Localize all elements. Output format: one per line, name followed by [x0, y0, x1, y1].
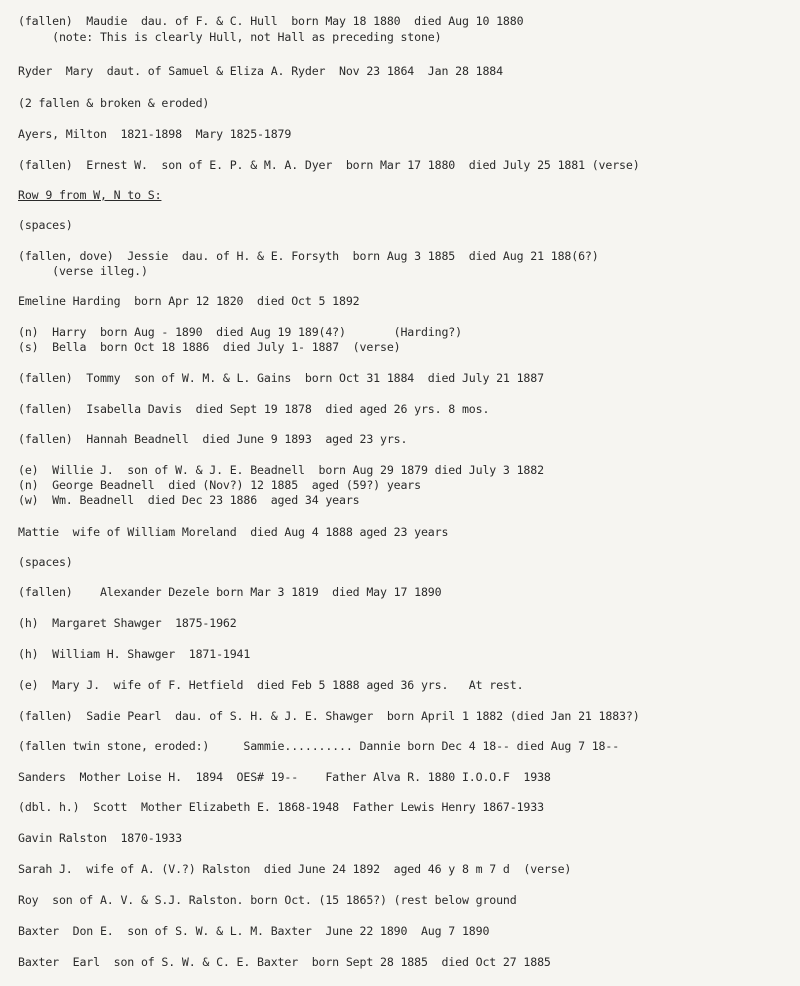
record-line: (fallen) Alexander Dezele born Mar 3 1819 died May 17 1890 — [18, 585, 442, 599]
row-heading: Row 9 from W, N to S: — [18, 188, 162, 202]
record-line: (w) Wm. Beadnell died Dec 23 1886 aged 34 years — [18, 493, 360, 507]
record-line: (e) Mary J. wife of F. Hetfield died Feb 5 1888 aged 36 yrs. At rest. — [18, 678, 524, 692]
record-line: (spaces) — [18, 218, 73, 232]
record-line: Baxter Earl son of S. W. & C. E. Baxter born Sept 28 1885 died Oct 27 1885 — [18, 955, 551, 969]
record-line: (spaces) — [18, 555, 73, 569]
record-line: (2 fallen & broken & eroded) — [18, 96, 210, 110]
record-line: (n) George Beadnell died (Nov?) 12 1885 aged (59?) years — [18, 478, 421, 492]
record-line: (fallen) Ernest W. son of E. P. & M. A. Dyer born Mar 17 1880 died July 25 1881 (verse) — [18, 158, 640, 172]
record-line: Emeline Harding born Apr 12 1820 died Oct 5 1892 — [18, 294, 360, 308]
record-line: (fallen twin stone, eroded:) Sammie.......... Dannie born Dec 4 18-- died Aug 7 18-- — [18, 739, 620, 753]
record-line: (s) Bella born Oct 18 1886 died July 1- 1887 (verse) — [18, 340, 401, 354]
record-line: (h) William H. Shawger 1871-1941 — [18, 647, 251, 661]
record-line: (fallen) Tommy son of W. M. & L. Gains born Oct 31 1884 died July 21 1887 — [18, 371, 544, 385]
record-line: Ryder Mary daut. of Samuel & Eliza A. Ryder Nov 23 1864 Jan 28 1884 — [18, 64, 503, 78]
record-line: Sarah J. wife of A. (V.?) Ralston died June 24 1892 aged 46 y 8 m 7 d (verse) — [18, 862, 572, 876]
record-line: (fallen) Isabella Davis died Sept 19 1878 died aged 26 yrs. 8 mos. — [18, 402, 490, 416]
record-line: (h) Margaret Shawger 1875-1962 — [18, 616, 237, 630]
record-line: Gavin Ralston 1870-1933 — [18, 831, 182, 845]
note-line: (note: This is clearly Hull, not Hall as preceding stone) — [18, 30, 442, 44]
record-line: (fallen) Sadie Pearl dau. of S. H. & J. E. Shawger born April 1 1882 (died Jan 21 1883?) — [18, 709, 640, 723]
record-line: (n) Harry born Aug - 1890 died Aug 19 189(4?) (Harding?) — [18, 325, 462, 339]
record-line: (e) Willie J. son of W. & J. E. Beadnell born Aug 29 1879 died July 3 1882 — [18, 463, 544, 477]
record-line: Baxter Don E. son of S. W. & L. M. Baxter June 22 1890 Aug 7 1890 — [18, 924, 490, 938]
record-line: Ayers, Milton 1821-1898 Mary 1825-1879 — [18, 127, 292, 141]
record-line: (fallen) Maudie dau. of F. & C. Hull born May 18 1880 died Aug 10 1880 — [18, 14, 524, 28]
record-line: (dbl. h.) Scott Mother Elizabeth E. 1868-1948 Father Lewis Henry 1867-1933 — [18, 800, 544, 814]
record-line: Mattie wife of William Moreland died Aug 4 1888 aged 23 years — [18, 525, 449, 539]
record-line: (fallen, dove) Jessie dau. of H. & E. Forsyth born Aug 3 1885 died Aug 21 188(6?) — [18, 249, 599, 263]
record-line: Roy son of A. V. & S.J. Ralston. born Oct. (15 1865?) (rest below ground — [18, 893, 517, 907]
record-line: (fallen) Hannah Beadnell died June 9 1893 aged 23 yrs. — [18, 432, 408, 446]
note-line: (verse illeg.) — [18, 264, 148, 278]
record-line: Sanders Mother Loise H. 1894 OES# 19-- Father Alva R. 1880 I.O.O.F 1938 — [18, 770, 551, 784]
